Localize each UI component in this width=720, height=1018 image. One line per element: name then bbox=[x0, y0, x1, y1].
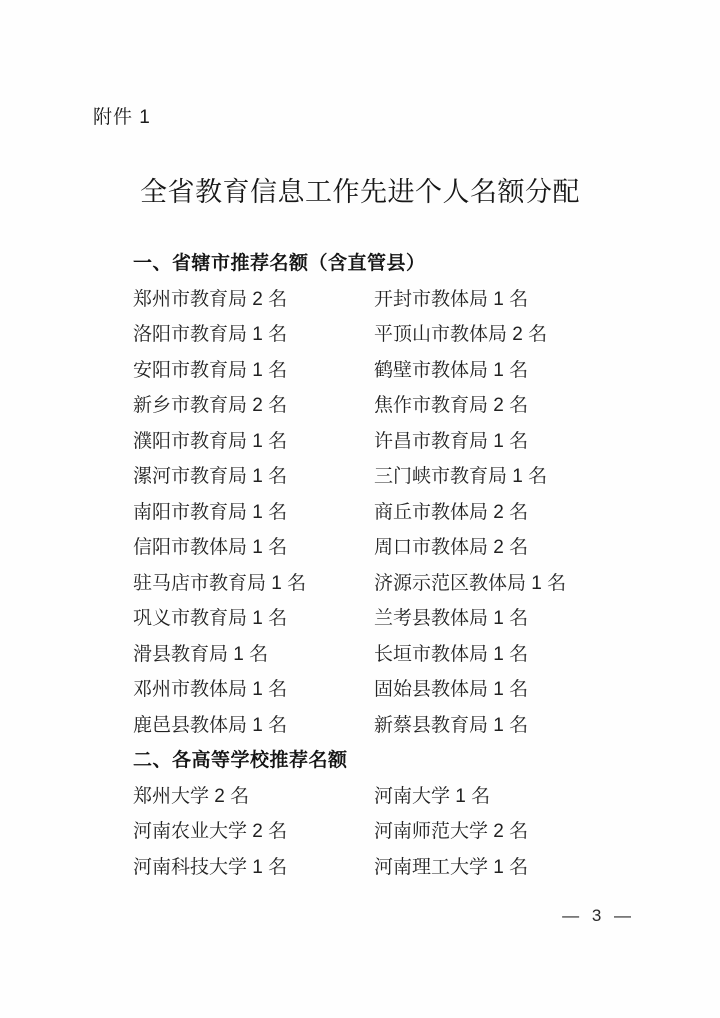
quota-row bbox=[133, 814, 633, 850]
quota-entry-right: 平顶山市教体局 2 名 bbox=[374, 324, 548, 345]
quota-entry-right: 三门峡市教育局 1 名 bbox=[374, 466, 548, 487]
quota-entry-right: 长垣市教体局 1 名 bbox=[374, 643, 529, 665]
quota-row bbox=[133, 282, 633, 318]
quota-entry-left: 南阳市教育局 1 名 bbox=[133, 501, 288, 523]
quota-entry-left: 洛阳市教育局 1 名 bbox=[133, 324, 288, 345]
quota-entry-left: 河南农业大学 2 名 bbox=[133, 821, 288, 842]
quota-row bbox=[133, 353, 633, 389]
page-title: 全省教育信息工作先进个人名额分配 bbox=[140, 177, 580, 207]
quota-entry-left: 漯河市教育局 1 名 bbox=[133, 466, 288, 487]
quota-entry-right: 兰考县教体局 1 名 bbox=[374, 608, 529, 629]
quota-row bbox=[133, 672, 633, 708]
quota-entry-right: 鹤壁市教体局 1 名 bbox=[374, 359, 529, 381]
section-heading: 二、各高等学校推荐名额 bbox=[133, 750, 348, 771]
quota-entry-right: 开封市教体局 1 名 bbox=[374, 288, 529, 310]
quota-row bbox=[133, 708, 633, 744]
quota-entry-right: 河南理工大学 1 名 bbox=[374, 856, 529, 878]
section-heading: 一、省辖市推荐名额（含直管县） bbox=[133, 253, 426, 274]
quota-row bbox=[133, 530, 633, 566]
quota-row bbox=[133, 637, 633, 673]
quota-entry-right: 许昌市教育局 1 名 bbox=[374, 430, 529, 452]
quota-entry-right: 新蔡县教育局 1 名 bbox=[374, 714, 529, 736]
quota-entry-right: 固始县教体局 1 名 bbox=[374, 679, 529, 700]
quota-row bbox=[133, 566, 633, 602]
quota-entry-left: 河南科技大学 1 名 bbox=[133, 856, 288, 878]
quota-entry-left: 新乡市教育局 2 名 bbox=[133, 395, 288, 416]
quota-entry-left: 郑州大学 2 名 bbox=[133, 785, 250, 807]
quota-row bbox=[133, 388, 633, 424]
quota-row bbox=[133, 601, 633, 637]
quota-row bbox=[133, 850, 633, 886]
quota-entry-left: 濮阳市教育局 1 名 bbox=[133, 430, 288, 452]
quota-entry-right: 济源示范区教体局 1 名 bbox=[374, 572, 567, 594]
quota-entry-left: 安阳市教育局 1 名 bbox=[133, 359, 288, 381]
quota-entry-right: 周口市教体局 2 名 bbox=[374, 537, 529, 558]
quota-entry-left: 巩义市教育局 1 名 bbox=[133, 608, 288, 629]
quota-entry-left: 滑县教育局 1 名 bbox=[133, 643, 269, 665]
quota-row bbox=[133, 459, 633, 495]
quota-row bbox=[133, 495, 633, 531]
quota-row bbox=[133, 424, 633, 460]
quota-entry-right: 商丘市教体局 2 名 bbox=[374, 501, 529, 523]
quota-entry-left: 驻马店市教育局 1 名 bbox=[133, 572, 307, 594]
attachment-label: 附件 1 bbox=[93, 107, 151, 128]
document-body bbox=[133, 246, 633, 885]
page-number: — 3 — bbox=[562, 906, 635, 925]
quota-entry-right: 河南师范大学 2 名 bbox=[374, 821, 529, 842]
quota-row bbox=[133, 779, 633, 815]
quota-entry-right: 河南大学 1 名 bbox=[374, 785, 491, 807]
quota-entry-left: 郑州市教育局 2 名 bbox=[133, 288, 288, 310]
quota-entry-left: 鹿邑县教体局 1 名 bbox=[133, 714, 288, 736]
quota-entry-left: 信阳市教体局 1 名 bbox=[133, 537, 288, 558]
quota-row bbox=[133, 317, 633, 353]
quota-entry-left: 邓州市教体局 1 名 bbox=[133, 679, 288, 700]
quota-entry-right: 焦作市教育局 2 名 bbox=[374, 395, 529, 416]
